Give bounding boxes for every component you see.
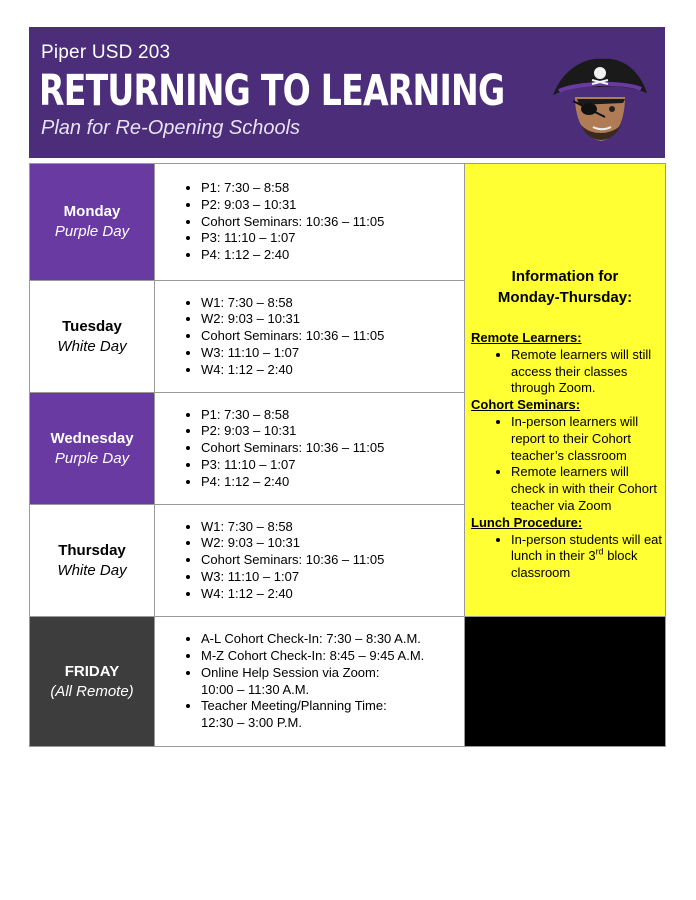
list-item: • Cohort Seminars: 10:36 – 11:05 <box>201 328 464 345</box>
list-item-line: Online Help Session via Zoom: <box>201 664 380 680</box>
day-color: Purple Day <box>54 449 130 467</box>
day-cell-tuesday <box>30 281 155 393</box>
lunch-text: In-person students will eat lunch in their 3 <box>511 531 663 564</box>
schedule-list <box>155 281 465 393</box>
list-item: • P2: 9:03 – 10:31 <box>201 423 464 440</box>
info-title-line: Monday-Thursday: <box>497 289 633 307</box>
list-item: • W4: 1:12 – 2:40 <box>201 586 464 603</box>
schedule-list <box>155 164 465 281</box>
schedule-list <box>155 617 465 747</box>
list-item: • Remote learners will still access their classes through Zoom. <box>511 347 665 397</box>
district-name: Piper USD 203 <box>41 42 171 63</box>
day-name: Monday <box>63 203 121 220</box>
lunch-text: block classroom <box>511 548 638 581</box>
day-cell-wednesday <box>30 393 155 505</box>
info-title-line: Information for <box>511 268 619 286</box>
list-item: • Cohort Seminars: 10:36 – 11:05 <box>201 552 464 569</box>
header-banner <box>29 27 665 158</box>
list-item: • W2: 9:03 – 10:31 <box>201 311 464 328</box>
schedule-table <box>29 163 666 747</box>
list-item: • W3: 11:10 – 1:07 <box>201 569 464 586</box>
remote-heading: Remote Learners: <box>471 330 582 346</box>
list-item: • A-L Cohort Check-In: 7:30 – 8:30 A.M. <box>201 631 464 648</box>
day-name: Wednesday <box>50 429 134 447</box>
list-item: • W3: 11:10 – 1:07 <box>201 345 464 362</box>
table-row <box>30 164 666 281</box>
day-name: FRIDAY <box>64 662 120 680</box>
day-color: Purple Day <box>54 223 130 240</box>
list-item: • W4: 1:12 – 2:40 <box>201 362 464 379</box>
list-item: • P3: 11:10 – 1:07 <box>201 230 464 247</box>
cohort-heading: Cohort Seminars: <box>471 397 581 413</box>
list-item <box>201 698 464 732</box>
list-item: • W2: 9:03 – 10:31 <box>201 535 464 552</box>
list-item: • P4: 1:12 – 2:40 <box>201 474 464 491</box>
info-panel <box>465 164 666 617</box>
schedule-list <box>155 393 465 505</box>
list-item: • P1: 7:30 – 8:58 <box>201 180 464 197</box>
page-title: RETURNING TO LEARNING <box>39 66 505 116</box>
info-title <box>465 266 665 308</box>
day-name: Tuesday <box>62 317 122 335</box>
day-name: Thursday <box>58 541 126 559</box>
list-item <box>511 532 665 582</box>
list-item <box>201 665 464 699</box>
list-item: • Remote learners will check in with their Cohort teacher via Zoom <box>511 464 665 514</box>
list-item: • P2: 9:03 – 10:31 <box>201 197 464 214</box>
list-item: • M-Z Cohort Check-In: 8:45 – 9:45 A.M. <box>201 648 464 665</box>
day-color: White Day <box>57 337 127 355</box>
list-item: • In-person learners will report to their Cohort teacher’s classroom <box>511 414 665 464</box>
blank-cell <box>465 617 666 747</box>
list-item: • Cohort Seminars: 10:36 – 11:05 <box>201 440 464 457</box>
pirate-mascot-icon <box>549 47 649 147</box>
list-item: • Cohort Seminars: 10:36 – 11:05 <box>201 214 464 231</box>
day-cell-friday <box>30 617 155 747</box>
list-item: • P1: 7:30 – 8:58 <box>201 407 464 424</box>
list-item-line: 10:00 – 11:30 A.M. <box>201 681 310 697</box>
list-item: • W1: 7:30 – 8:58 <box>201 295 464 312</box>
day-cell-monday <box>30 164 155 281</box>
list-item-line: 12:30 – 3:00 P.M. <box>201 715 302 731</box>
day-cell-thursday <box>30 505 155 617</box>
list-item-line: Teacher Meeting/Planning Time: <box>201 698 387 714</box>
table-row <box>30 617 666 747</box>
day-note: (All Remote) <box>50 682 134 700</box>
page-subtitle: Plan for Re-Opening Schools <box>41 117 301 139</box>
lunch-superscript: rd <box>595 547 604 558</box>
lunch-heading: Lunch Procedure: <box>471 514 583 530</box>
list-item: • W1: 7:30 – 8:58 <box>201 519 464 536</box>
list-item: • P4: 1:12 – 2:40 <box>201 247 464 264</box>
day-color: White Day <box>57 561 127 579</box>
list-item: • P3: 11:10 – 1:07 <box>201 457 464 474</box>
schedule-list <box>155 505 465 617</box>
